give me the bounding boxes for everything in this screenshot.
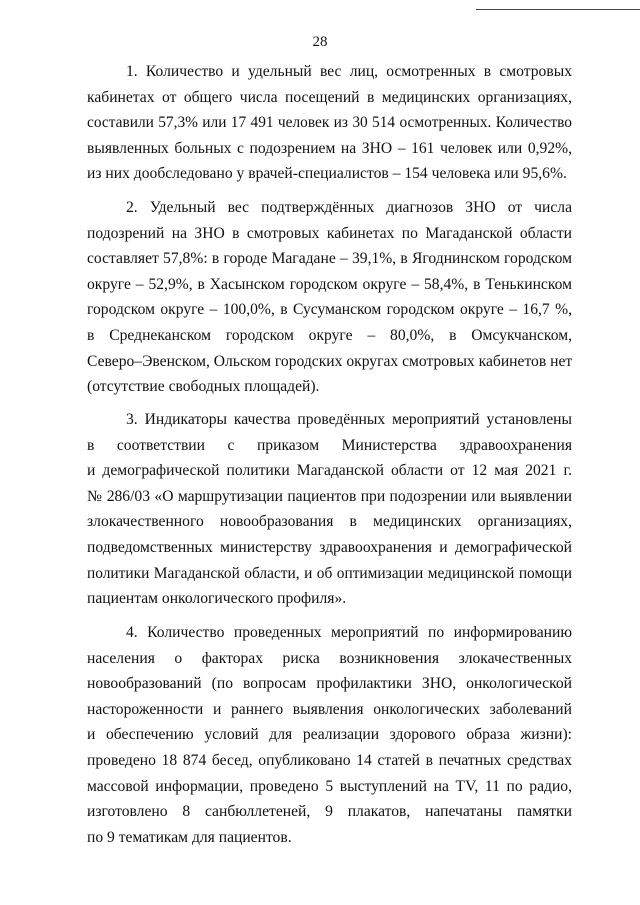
paragraph-line: злокачественного новообразования в медицинских организациях, (87, 513, 572, 531)
paragraph-line: в соответствии с приказом Министерства здравоохранения (87, 436, 572, 454)
paragraph-3 (87, 407, 572, 612)
paragraph-line: составляет 57,8%: в городе Магадане – 39,1%, в Ягоднинском городском (87, 250, 572, 268)
paragraph-1 (87, 59, 572, 187)
paragraph-line: и демографической политики Магаданской области от 12 мая 2021 г. (87, 462, 572, 480)
paragraph-line: массовой информации, проведено 5 выступлений на TV, 11 по радио, (87, 777, 572, 795)
paragraph-line: кабинетах от общего числа посещений в медицинских организациях, (87, 88, 572, 106)
paragraph-line: настороженности и раннего выявления онкологических заболеваний (87, 700, 572, 718)
paragraph-line: населения о факторах риска возникновения злокачественных (87, 649, 572, 667)
paragraph-line: 1. Количество и удельный вес лиц, осмотренных в смотровых (126, 63, 572, 80)
paragraph-2 (87, 195, 572, 400)
top-right-rule (476, 9, 640, 10)
paragraph-line: в Среднеканском городском округе – 80,0%, в Омсукчанском, (87, 326, 572, 344)
paragraph-line: и обеспечению условий для реализации здорового образа жизни): (87, 726, 572, 744)
paragraph-line: пациентам онкологического профиля». (87, 590, 347, 608)
paragraph-line: подозрений на ЗНО в смотровых кабинетах по Магаданской области (87, 224, 572, 242)
paragraph-line: проведено 18 874 бесед, опубликовано 14 статей в печатных средствах (87, 751, 572, 769)
paragraph-line: округе – 52,9%, в Хасынском городском округе – 58,4%, в Тенькинском (87, 275, 572, 293)
paragraph-line: составили 57,3% или 17 491 человек из 30 514 осмотренных. Количество (87, 114, 572, 132)
page-number: 28 (312, 34, 328, 50)
paragraph-line: 3. Индикаторы качества проведённых мероприятий установлены (126, 411, 572, 428)
paragraph-line: Северо–Эвенском, Ольском городских округах смотровых кабинетов нет (87, 352, 573, 370)
paragraph-line: новообразований (по вопросам профилактики ЗНО, онкологической (87, 675, 572, 693)
paragraph-line: (отсутствие свободных площадей). (87, 378, 320, 396)
paragraph-line: политики Магаданской области, и об оптимизации медицинской помощи (87, 564, 572, 582)
paragraph-line: 2. Удельный вес подтверждённых диагнозов ЗНО от числа (126, 199, 572, 216)
paragraph-line: № 286/03 «О маршрутизации пациентов при подозрении или выявлении (87, 487, 572, 505)
paragraph-line: подведомственных министерству здравоохранения и демографической (87, 538, 572, 556)
paragraph-line: из них дообследовано у врачей-специалистов – 154 человека или 95,6%. (87, 165, 567, 183)
paragraph-line: изготовлено 8 санбюллетеней, 9 плакатов, напечатаны памятки (87, 803, 572, 821)
paragraph-line: по 9 тематикам для пациентов. (87, 828, 292, 846)
paragraph-line: 4. Количество проведенных мероприятий по информированию (126, 624, 572, 641)
paragraph-line: выявленных больных с подозрением на ЗНО – 161 человек или 0,92%, (87, 139, 572, 157)
paragraph-line: городском округе – 100,0%, в Сусуманском городском округе – 16,7 %, (87, 301, 572, 319)
paragraph-4 (87, 620, 572, 850)
